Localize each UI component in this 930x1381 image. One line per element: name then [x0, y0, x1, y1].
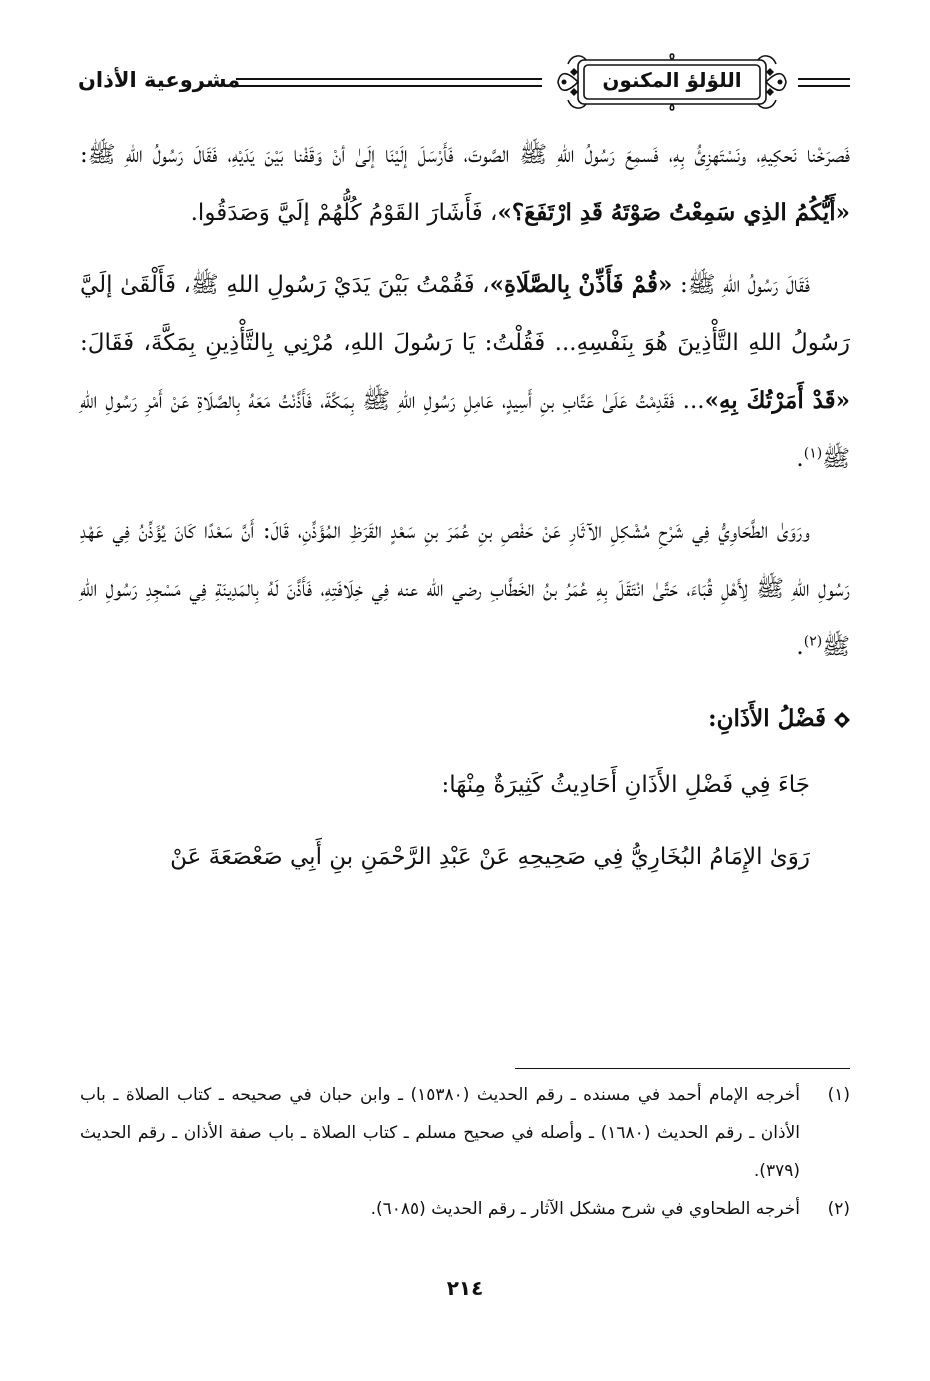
- header-rule-left: [236, 78, 542, 87]
- text-segment: ورَوَىٰ الطَّحَاوِيُّ فِي شَرْحِ مُشْكِلِ الآثَارِ عَنْ حَفْصِ بنِ عُمَرَ بنِ سَعْدٍ القَرَظِ المُؤَذِّنِ، قَالَ: أَنَّ سَعْدًا كَانَ يُؤَذِّنُ فِي عَهْدِ رَسُولِ اللهِ ﷺ لِأَهْلِ قُبَاءَ، حَتَّىٰ انْتَقَلَ بِهِ عُمَرُ بنُ الخَطَّابِ رضي الله عنه فِي خِلَافَتِهِ، فَأَذَّنَ لَهُ بِالمَدِينَةِ فِي مَسْجِدِ رَسُولِ اللهِ ﷺ: [80, 518, 850, 660]
- footnote-number: (٢): [827, 1199, 850, 1219]
- page-header: [78, 50, 850, 120]
- text-segment: .: [796, 446, 804, 472]
- paragraph: [80, 502, 850, 676]
- header-rule-right: [798, 78, 850, 87]
- paragraph: [80, 756, 850, 814]
- ornamental-frame-icon: [556, 50, 788, 116]
- footnotes: [80, 1076, 850, 1228]
- text-segment: ... فَقَدِمْتُ عَلَىٰ عَتَّابِ بنِ أَسِيدٍ، عَامِلِ رَسُولِ اللهِ ﷺ بِمَكَّةَ، فَأَذَّنْتُ مَعَهُ بِالصَّلَاةِ عَنْ أَمْرِ رَسُولِ اللهِ ﷺ: [80, 388, 850, 472]
- footnote-text: أخرجه الطحاوي في شرح مشكل الآثار ـ رقم الحديث (٦٠٨٥).: [370, 1199, 800, 1219]
- text-segment: فَقَالَ رَسُولُ اللهِ ﷺ:: [672, 272, 810, 298]
- footnote-text: أخرجه الإمام أحمد في مسنده ـ رقم الحديث (١٥٣٨٠) ـ وابن حبان في صحيحه ـ كتاب الصلاة ـ باب الأذان ـ رقم الحديث (١٦٨٠) ـ وأصله في صحيح مسلم ـ كتاب الصلاة ـ باب صفة الأذان ـ رقم الحديث (٣٧٩).: [80, 1085, 800, 1181]
- page-number: ٢١٤: [446, 1276, 484, 1300]
- section-heading: [80, 690, 850, 748]
- text-segment: فَصرَخْنا نَحكِيهِ، ونَسْتَهزِئُ بِهِ، فَسمِعَ رَسُولُ اللهِ ﷺ الصَّوتَ، فَأَرْسَلَ إلَيْنَا إلَىٰ أنْ وَقَفْنا بَيْنَ يَدَيْهِ، فَقَالَ رَسُولُ اللهِ ﷺ:: [80, 142, 850, 168]
- footnote-separator: [515, 1068, 850, 1069]
- text-segment: ، فَأَشَارَ القَوْمُ كُلُّهُمْ إلَيَّ وَصَدَقُوا.: [190, 200, 498, 226]
- hadith-quote: «أَيُّكُمُ الذِي سَمِعْتُ صَوْتَهُ قَدِ ارْتَفَعَ؟»: [497, 199, 850, 226]
- section-heading-text: فَضْلُ الأَذَانِ:: [708, 705, 826, 732]
- footnote-ref[interactable]: (١): [803, 445, 823, 462]
- footnote-number: (١): [827, 1085, 850, 1105]
- footnote: [80, 1190, 850, 1228]
- hadith-quote: «قُمْ فَأَذِّنْ بِالصَّلَاةِ»: [489, 271, 673, 298]
- text-segment: جَاءَ فِي فَضْلِ الأَذَانِ أَحَادِيثُ كَثِيرَةٌ مِنْهَا:: [441, 772, 810, 798]
- text-segment: رَوَىٰ الإِمَامُ البُخَارِيُّ فِي صَحِيحِهِ عَنْ عَبْدِ الرَّحْمَنِ بنِ أَبِي صَعْصَعَةَ عَنْ: [170, 844, 810, 870]
- book-title: اللؤلؤ المكنون: [602, 68, 742, 92]
- paragraph: [80, 126, 850, 242]
- paragraph: [80, 828, 850, 886]
- diamond-icon: [834, 712, 850, 728]
- running-title: مشروعية الأذان: [78, 68, 241, 92]
- paragraph: [80, 256, 850, 488]
- footnote-ref[interactable]: (٢): [803, 633, 823, 650]
- hadith-quote: «قَدْ أَمَرْتُكَ بِهِ»: [704, 387, 851, 414]
- main-text: [80, 126, 850, 900]
- text-segment: ، فَقُمْتُ بَيْنَ يَدَيْ رَسُولِ اللهِ ﷺ، فَأَلْقَىٰ إلَيَّ رَسُولُ اللهِ التَّأْذِينَ هُوَ بِنَفْسِهِ... فَقُلْتُ: يَا رَسُولَ اللهِ، مُرْنِي بِالتَّأْذِينِ بِمَكَّةَ، فَقَالَ:: [80, 272, 850, 356]
- footnote: [80, 1076, 850, 1190]
- text-segment: .: [796, 634, 804, 660]
